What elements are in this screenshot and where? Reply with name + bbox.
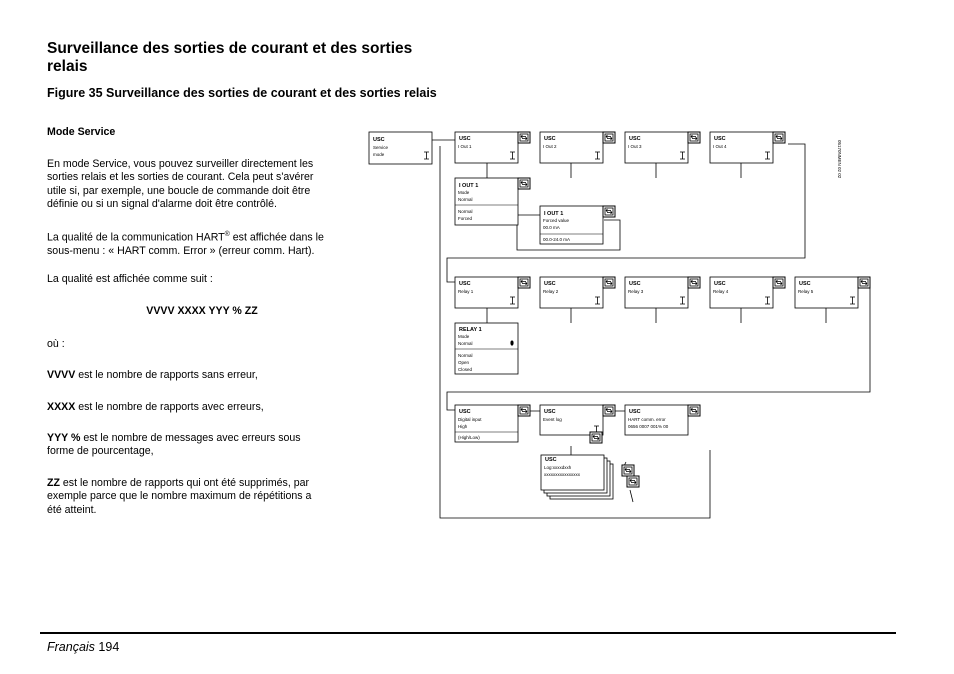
p2-line2: sous-menu : « HART comm. Error » (erreur comm. Hart). [47, 244, 315, 257]
relay1-detail-o1: Normal [458, 353, 473, 358]
hart-l1: HART comm. error [628, 417, 666, 422]
relay-screen-5 [795, 277, 870, 308]
digital-input-screen [455, 405, 530, 442]
iout-screen-2 [540, 132, 615, 163]
digital-l3: (High/Low) [458, 435, 480, 440]
enter-icon [603, 132, 615, 143]
relay-screen-5-title: USC [799, 281, 811, 287]
log-title: USC [545, 457, 557, 463]
enter-icon [603, 405, 615, 416]
forced-l1: Forced value [543, 218, 570, 223]
mode-service-heading: Mode Service [47, 126, 116, 138]
p2-line1b: est affichée dans le [229, 231, 324, 244]
relay-screen-4 [710, 277, 785, 308]
figure-code: 05170NMEN 02 02 [837, 140, 842, 179]
scroll-up-icon [622, 465, 634, 476]
definition-yyy-text-line1: est le nombre de messages avec erreurs sous [80, 432, 301, 444]
definition-vvvv-key: VVVV [47, 369, 76, 381]
iout-screens-row [455, 132, 785, 163]
definition-zz-text-line3: été atteint. [47, 503, 97, 516]
iout-screen-3 [625, 132, 700, 163]
forced-l2: 00.0 mA [543, 225, 560, 230]
iout1-detail-screen [455, 178, 530, 225]
scroll-down-icon [627, 476, 639, 487]
section-title-line2: relais [47, 58, 88, 75]
enter-icon [603, 206, 615, 217]
digital-title: USC [459, 409, 471, 415]
iout-screen-3-title: USC [629, 136, 641, 142]
footer [47, 640, 119, 654]
p1-line4: définie ou si un signal d'alarme doit être contrôlé. [47, 198, 277, 211]
forced-range: 00.0-24.0 mA [543, 237, 571, 242]
service-mode-screen [369, 132, 432, 164]
relay-screen-3 [625, 277, 700, 308]
enter-icon [603, 277, 615, 288]
enter-icon [518, 277, 530, 288]
footer-language: Français [47, 640, 95, 654]
registered-mark: ® [224, 231, 230, 238]
iout-screen-1 [455, 132, 530, 163]
enter-icon [518, 178, 530, 189]
section-title-line1: Surveillance des sorties de courant et des sorties [47, 40, 413, 57]
enter-icon [688, 405, 700, 416]
footer-rule [40, 632, 896, 634]
event-log-screen [540, 405, 615, 443]
where-label: où : [47, 338, 65, 350]
iout-screen-4-label: I Out 4 [713, 144, 727, 149]
event-title: USC [544, 409, 556, 415]
quality-format: VVVV XXXX YYY % ZZ [146, 305, 258, 317]
hart-comm-error-screen [625, 405, 700, 435]
paragraph-quality-format-intro: La qualité est affichée comme suit : [47, 273, 213, 285]
hart-title: USC [629, 409, 641, 415]
iout1-detail-l1: Mode [458, 190, 470, 195]
iout-screen-4-title: USC [714, 136, 726, 142]
hart-l2: 0656 0007 001% 00 [628, 424, 669, 429]
log-l1: Log:xxxxdxxh [544, 465, 572, 470]
forced-title: I OUT 1 [544, 211, 564, 217]
iout-screen-1-label: I Out 1 [458, 144, 472, 149]
iout1-detail-l2: Normal [458, 197, 473, 202]
event-log-entries-stack [541, 455, 639, 499]
p1-line3: utile si, par exemple, une boucle de commande doit être [47, 184, 311, 197]
enter-icon [518, 132, 530, 143]
relay-screen-3-label: Relay 3 [628, 289, 644, 294]
iout-screen-1-title: USC [459, 136, 471, 142]
log-l2: xxxxxxxxxxxxxxxx [544, 472, 580, 477]
iout1-detail-o1: Normal [458, 209, 473, 214]
footer-page-number: 194 [98, 640, 120, 654]
relay1-detail-l1: Mode [458, 334, 470, 339]
status-led-icon [510, 340, 513, 345]
relay1-detail-o2: Open [458, 360, 470, 365]
enter-icon [773, 277, 785, 288]
iout1-detail-title: I OUT 1 [459, 183, 479, 189]
enter-icon [518, 405, 530, 416]
enter-icon [688, 277, 700, 288]
relay-screen-2-title: USC [544, 281, 556, 287]
relay-screen-1-label: Relay 1 [458, 289, 474, 294]
digital-l1: Digital input [458, 417, 482, 422]
service-line1: Service [373, 145, 389, 150]
forced-value-screen [540, 206, 615, 244]
iout-screen-4 [710, 132, 785, 163]
definition-xxxx-key: XXXX [47, 401, 76, 413]
relay-screen-2 [540, 277, 615, 308]
iout1-detail-o2: Forced [458, 216, 473, 221]
relay-screen-5-label: Relay 5 [798, 289, 814, 294]
event-l1: Event log [543, 417, 562, 422]
relay-screen-2-label: Relay 2 [543, 289, 559, 294]
iout-screen-2-title: USC [544, 136, 556, 142]
iout-screen-2-label: I Out 2 [543, 144, 557, 149]
figure-caption: Figure 35 Surveillance des sorties de courant et des sorties relais [47, 86, 437, 100]
relay1-detail-screen [455, 323, 518, 374]
relay-screen-1-title: USC [459, 281, 471, 287]
relay-screens-row [455, 277, 870, 308]
definition-vvvv-text: est le nombre de rapports sans erreur, [75, 369, 258, 381]
enter-icon [773, 132, 785, 143]
relay-screen-4-title: USC [714, 281, 726, 287]
definition-zz-text-line2: exemple parce que le nombre maximum de répétitions a [47, 490, 312, 503]
relay-screen-1 [455, 277, 530, 308]
relay1-detail-l2: Normal [458, 341, 473, 346]
definition-yyy-text-line2: forme de pourcentage, [47, 445, 154, 458]
p1-line2: sorties relais et les sorties de courant. Cela peut s'avérer [47, 171, 314, 184]
relay1-detail-o3: Closed [458, 367, 473, 372]
scroll-icon [590, 432, 602, 443]
p2-line1a: La qualité de la communication HART [47, 231, 225, 244]
digital-l2: High [458, 424, 468, 429]
relay-screen-4-label: Relay 4 [713, 289, 729, 294]
definition-zz-text-line1: est le nombre de rapports qui ont été supprimés, par [59, 477, 310, 489]
definition-zz-key: ZZ [47, 477, 60, 489]
p1-line1: En mode Service, vous pouvez surveiller directement les [47, 158, 314, 170]
relay1-detail-title: RELAY 1 [459, 327, 482, 333]
enter-icon [688, 132, 700, 143]
definition-yyy-key: YYY % [47, 432, 81, 444]
relay-screen-3-title: USC [629, 281, 641, 287]
service-title: USC [373, 137, 385, 143]
enter-icon [858, 277, 870, 288]
iout-screen-3-label: I Out 3 [628, 144, 642, 149]
service-line2: mode [373, 152, 385, 157]
definition-xxxx-text: est le nombre de rapports avec erreurs, [75, 401, 264, 413]
